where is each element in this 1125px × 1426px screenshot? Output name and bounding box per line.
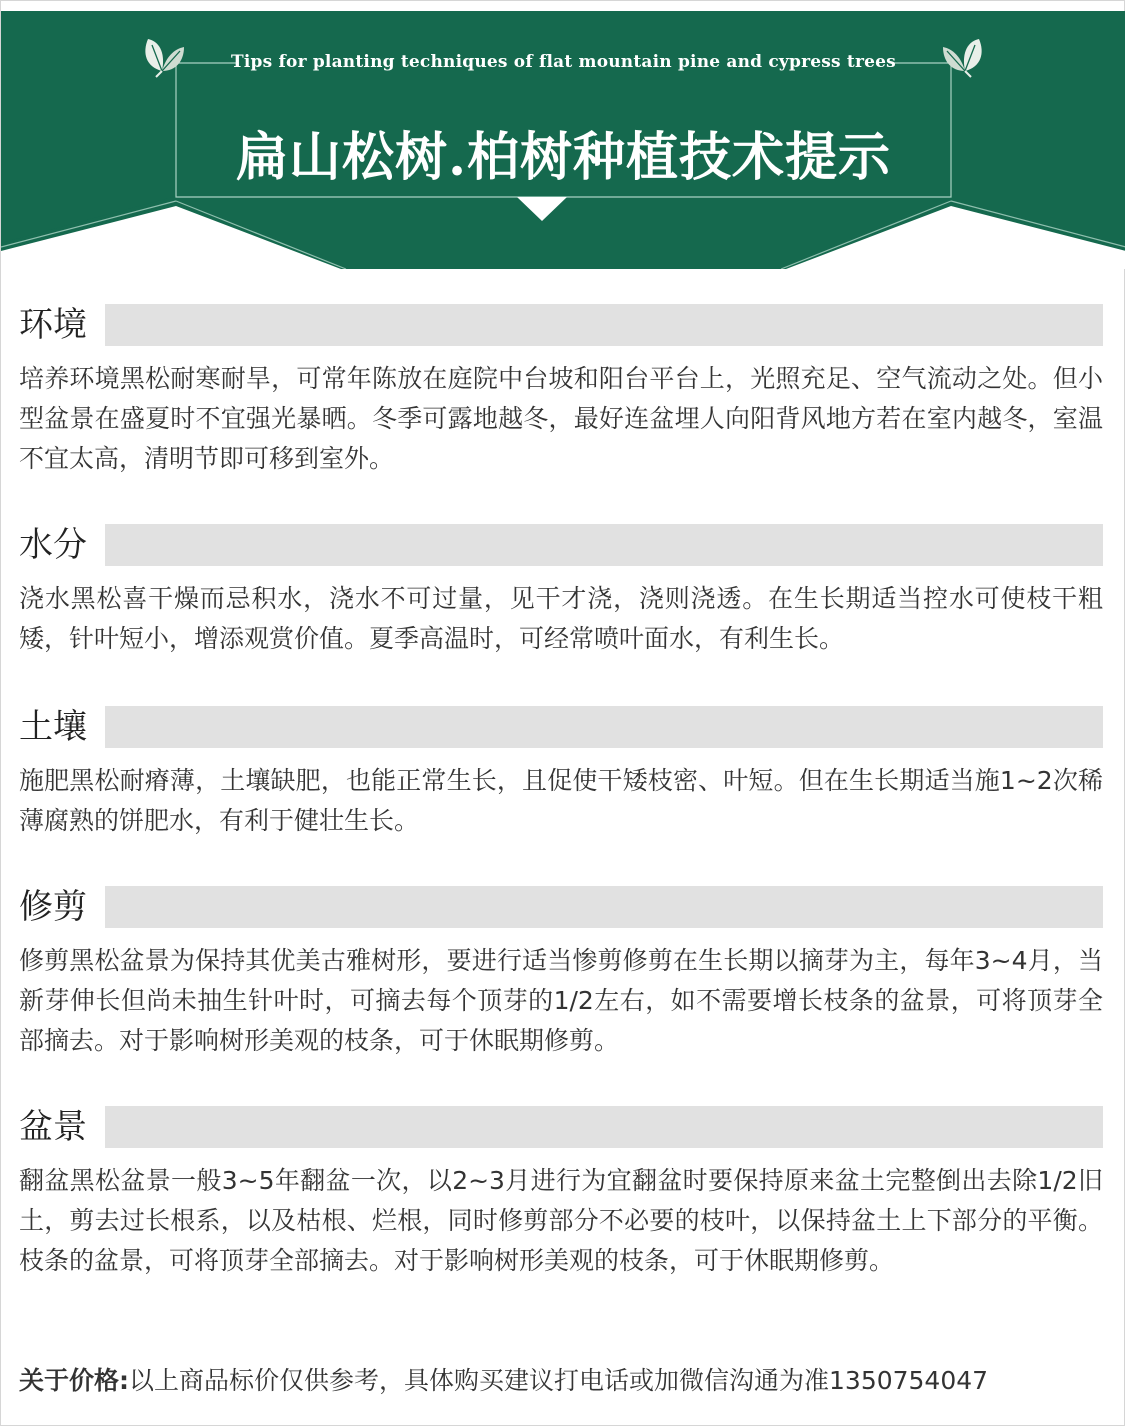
section-heading: 水分 <box>19 525 87 565</box>
section-soil <box>19 705 1103 885</box>
section-water <box>19 523 1103 705</box>
section-pruning <box>19 885 1103 1105</box>
section-heading-bar <box>105 886 1103 928</box>
section-bonsai <box>19 1105 1103 1281</box>
section-header <box>19 885 1103 929</box>
header-banner <box>1 11 1125 269</box>
section-text: 施肥黑松耐瘠薄，土壤缺肥，也能正常生长，且促使干矮枝密、叶短。但在生长期适当施1~2次稀薄腐熟的饼肥水，有利于健壮生长。 <box>19 766 1103 835</box>
section-heading: 盆景 <box>19 1107 87 1147</box>
section-text: 浇水黑松喜干燥而忌积水，浇水不可过量，见干才浇，浇则浇透。在生长期适当控水可使枝干粗矮，针叶短小，增添观赏价值。夏季高温时，可经常喷叶面水，有利生长。 <box>19 584 1103 653</box>
section-header <box>19 705 1103 749</box>
price-text: 以上商品标价仅供参考，具体购买建议打电话或加微信沟通为准1350754047 <box>129 1366 989 1395</box>
section-heading-bar <box>105 524 1103 566</box>
price-note <box>19 1361 1109 1401</box>
section-text: 培养环境黑松耐寒耐旱，可常年陈放在庭院中台坡和阳台平台上，光照充足、空气流动之处。但小型盆景在盛夏时不宜强光暴晒。冬季可露地越冬，最好连盆埋人向阳背风地方若在室内越冬，室温不宜太高，清明节即可移到室外。 <box>19 364 1103 473</box>
price-label: 关于价格: <box>19 1366 129 1395</box>
section-text: 翻盆黑松盆景一般3~5年翻盆一次，以2~3月进行为宜翻盆时要保持原来盆土完整倒出去除1/2旧土，剪去过长根系，以及枯根、烂根，同时修剪部分不必要的枝叶，以保持盆土上下部分的平衡。枝条的盆景，可将顶芽全部摘去。对于影响树形美观的枝条，可于休眠期修剪。 <box>19 1166 1103 1275</box>
section-environment <box>19 303 1103 523</box>
section-heading: 环境 <box>19 305 87 345</box>
section-heading: 土壤 <box>19 707 87 747</box>
section-heading-bar <box>105 1106 1103 1148</box>
section-header <box>19 523 1103 567</box>
section-text: 修剪黑松盆景为保持其优美古雅树形，要进行适当惨剪修剪在生长期以摘芽为主，每年3~4月，当新芽伸长但尚未抽生针叶时，可摘去每个顶芽的1/2左右，如不需要增长枝条的盆景，可将顶芽全部摘去。对于影响树形美观的枝条，可于休眠期修剪。 <box>19 946 1103 1055</box>
content <box>19 303 1103 1281</box>
section-header <box>19 1105 1103 1149</box>
page-title: 扁山松树.柏树种植技术提示 <box>235 127 892 188</box>
section-heading-bar <box>105 304 1103 346</box>
section-heading: 修剪 <box>19 887 87 927</box>
banner-subtitle: Tips for planting techniques of flat mountain pine and cypress trees <box>231 52 896 72</box>
section-heading-bar <box>105 706 1103 748</box>
section-header <box>19 303 1103 347</box>
